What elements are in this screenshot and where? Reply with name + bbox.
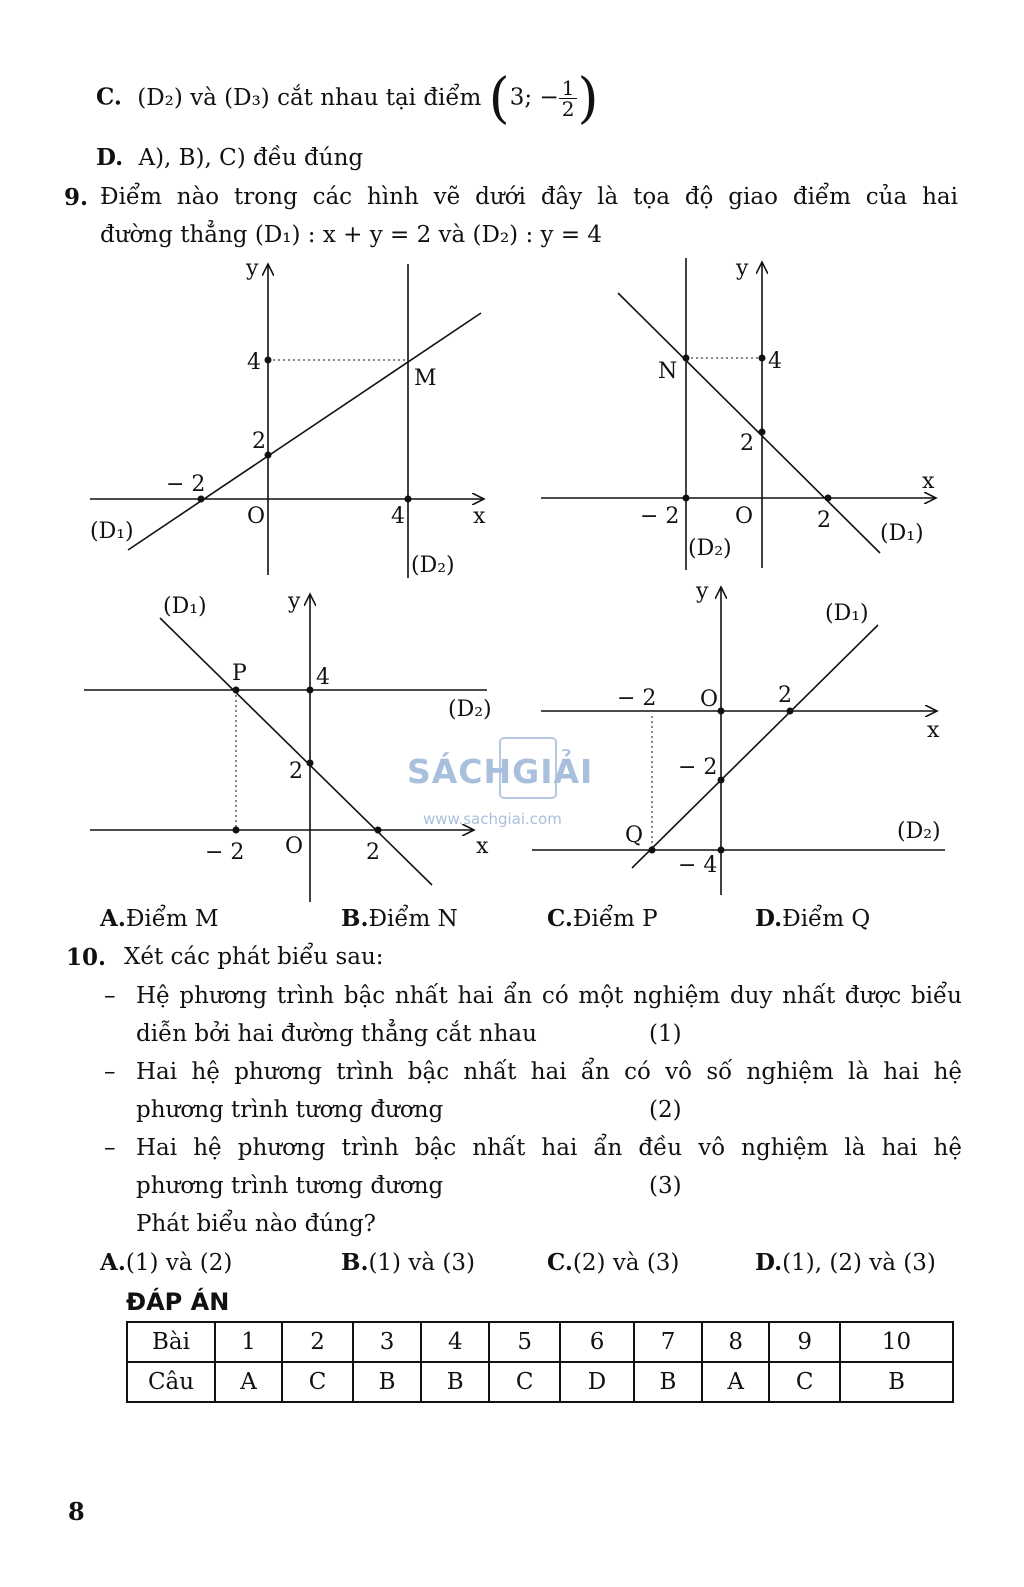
g2-tick-y4: 4 [768, 349, 782, 374]
g2-tick-x2: 2 [817, 508, 831, 533]
q10-statement-1-line2: diễn bởi hai đường thẳng cắt nhau [136, 1021, 537, 1047]
g1-tick-xm2: − 2 [166, 472, 206, 497]
g3-d1-label: (D₁) [163, 594, 207, 619]
q10-statement-3-line1: Hai hệ phương trình bậc nhất hai ẩn đều vô nghiệm là hai hệ [136, 1135, 962, 1161]
q10-option-a [100, 1249, 232, 1276]
q10-option-d [755, 1249, 936, 1276]
g3-d2-label: (D₂) [448, 697, 492, 722]
q10-option-text: (1) và (2) [125, 1250, 233, 1276]
g2-point-xm2 [683, 495, 690, 502]
table-cell: 7 [634, 1322, 702, 1362]
table-cell: 2 [282, 1322, 353, 1362]
g2-point-n [683, 355, 690, 362]
q9-option-a [100, 905, 219, 932]
q10-statement-dash: – [104, 1135, 116, 1161]
q9-option-letter: B. [341, 905, 369, 932]
q9-option-letter: D. [755, 905, 783, 932]
g4-origin: O [700, 687, 719, 712]
q9-option-letter: C. [547, 905, 573, 932]
g3-point-label: P [232, 661, 247, 686]
q9-option-text: Điểm N [368, 906, 458, 932]
table-cell: 4 [421, 1322, 489, 1362]
q9-option-letter: A. [100, 905, 126, 932]
g1-point-x4 [405, 496, 412, 503]
g2-point-y2 [759, 429, 766, 436]
g2-tick-y2: 2 [740, 431, 754, 456]
q10-statement-3-tag: (3) [649, 1173, 682, 1199]
g4-tick-xm2: − 2 [617, 686, 657, 711]
table-row [127, 1362, 953, 1402]
q10-question: Phát biểu nào đúng? [136, 1211, 376, 1237]
frac-denominator: 2 [561, 97, 575, 121]
g4-tick-x2: 2 [778, 683, 792, 708]
q10-statement-dash: – [104, 983, 116, 1009]
table-cell: 10 [840, 1322, 953, 1362]
answer-table-row1-label: Bài [127, 1322, 215, 1362]
q9-line2: đường thẳng (D₁) : x + y = 2 và (D₂) : y = 4 [100, 222, 603, 248]
q10-option-letter: A. [100, 1249, 126, 1276]
g4-y-label: y [696, 579, 709, 604]
g4-point-origin [718, 708, 725, 715]
table-cell: C [769, 1362, 840, 1402]
g2-point-x2 [825, 495, 832, 502]
g1-tick-y4: 4 [247, 350, 261, 375]
table-cell: B [353, 1362, 421, 1402]
q8-option-c-point-x: 3; − [509, 84, 559, 111]
g3-x-label: x [476, 834, 489, 859]
table-cell: D [560, 1362, 634, 1402]
q9-number: 9. [64, 184, 89, 211]
q9-option-text: Điểm M [125, 906, 219, 932]
page-number: 8 [68, 1497, 85, 1526]
g3-point-xm2 [233, 827, 240, 834]
g1-origin: O [247, 504, 266, 529]
q9-option-text: Điểm P [572, 906, 658, 932]
q9-option-d [755, 905, 870, 932]
q10-option-text: (1) và (3) [368, 1250, 475, 1276]
g2-x-label: x [922, 469, 935, 494]
table-cell: A [702, 1362, 769, 1402]
g4-line-d1 [632, 625, 878, 868]
table-cell: 1 [215, 1322, 282, 1362]
q10-option-text: (1), (2) và (3) [782, 1250, 936, 1276]
graph-3 [84, 589, 492, 902]
q10-statement-1-tag: (1) [649, 1021, 682, 1047]
table-cell: 8 [702, 1322, 769, 1362]
table-cell: 5 [489, 1322, 560, 1362]
g3-tick-y4: 4 [316, 665, 330, 690]
q10-statement-3-line2: phương trình tương đương [136, 1173, 444, 1199]
q10-option-letter: B. [341, 1249, 369, 1276]
q8-option-c-letter: C. [96, 83, 122, 111]
g1-d1-label: (D₁) [90, 519, 134, 544]
g1-point-y4 [265, 357, 272, 364]
answer-table-row2-label: Câu [127, 1362, 215, 1402]
g2-origin: O [735, 504, 754, 529]
table-row [127, 1322, 953, 1362]
g2-tick-xm2: − 2 [640, 504, 680, 529]
g2-point-y4 [759, 355, 766, 362]
q10-intro: Xét các phát biểu sau: [124, 944, 384, 970]
q10-option-letter: C. [547, 1249, 573, 1276]
q10-statement-dash: – [104, 1059, 116, 1085]
table-cell: C [489, 1362, 560, 1402]
g4-point-x2 [787, 708, 794, 715]
q10-option-b [341, 1249, 475, 1276]
g2-d1-label: (D₁) [880, 521, 924, 546]
g4-d2-label: (D₂) [897, 819, 941, 844]
g2-d2-label: (D₂) [688, 536, 732, 561]
g4-point-ym4 [718, 847, 725, 854]
g2-y-label: y [736, 256, 749, 281]
q10-statement-2-tag: (2) [649, 1097, 682, 1123]
answers-title: ĐÁP ÁN [126, 1288, 230, 1316]
g4-tick-ym2: − 2 [678, 755, 718, 780]
q10-number: 10. [66, 944, 107, 971]
g1-d2-label: (D₂) [411, 553, 455, 578]
watermark-brand: SÁCHGIẢI [407, 752, 594, 791]
table-cell: C [282, 1362, 353, 1402]
g1-y-label: y [246, 256, 259, 281]
q10-statement-2-line2: phương trình tương đương [136, 1097, 444, 1123]
q10-option-c [547, 1249, 679, 1276]
graph-1 [90, 256, 486, 578]
g4-tick-ym4: − 4 [678, 853, 718, 878]
q10-option-text: (2) và (3) [572, 1250, 680, 1276]
table-cell: 9 [769, 1322, 840, 1362]
g3-tick-y2: 2 [289, 759, 303, 784]
q9-option-text: Điểm Q [782, 906, 871, 932]
q8-option-d-text: A), B), C) đều đúng [138, 145, 364, 171]
table-cell: B [840, 1362, 953, 1402]
table-cell: B [421, 1362, 489, 1402]
graph-2 [541, 256, 936, 570]
g1-line-d1 [128, 313, 481, 550]
frac-numerator: 1 [559, 78, 578, 99]
g4-point-q [649, 847, 656, 854]
table-cell: B [634, 1362, 702, 1402]
q9-line1: Điểm nào trong các hình vẽ dưới đây là tọa độ giao điểm của hai [100, 184, 958, 210]
g3-tick-x2: 2 [366, 840, 380, 865]
g1-point-label: M [414, 366, 437, 391]
g4-x-label: x [927, 718, 940, 743]
g1-tick-y2: 2 [252, 429, 266, 454]
q9-option-b [341, 905, 458, 932]
g2-point-label: N [658, 359, 678, 384]
g3-point-y2 [307, 760, 314, 767]
g3-point-y4 [307, 687, 314, 694]
g1-x-label: x [473, 504, 486, 529]
q10-statement-1-line1: Hệ phương trình bậc nhất hai ẩn có một nghiệm duy nhất được biểu [136, 983, 962, 1009]
q10-option-letter: D. [755, 1249, 783, 1276]
g3-point-x2 [375, 827, 382, 834]
g3-point-p [233, 687, 240, 694]
q9-option-c [547, 905, 658, 932]
table-cell: A [215, 1362, 282, 1402]
q10-statement-2-line1: Hai hệ phương trình bậc nhất hai ẩn có vô số nghiệm là hai hệ [136, 1059, 962, 1085]
q8-option-d-letter: D. [96, 144, 124, 171]
table-cell: 3 [353, 1322, 421, 1362]
g1-tick-x4: 4 [391, 504, 405, 529]
g4-point-ym2 [718, 777, 725, 784]
answer-table [126, 1321, 954, 1403]
watermark-url: www.sachgiai.com [423, 810, 562, 828]
q8-option-c-text: (D₂) và (D₃) cắt nhau tại điểm [137, 84, 482, 111]
g3-tick-xm2: − 2 [205, 840, 245, 865]
g4-d1-label: (D₁) [825, 601, 869, 626]
table-cell: 6 [560, 1322, 634, 1362]
g4-point-label: Q [625, 823, 644, 848]
g3-y-label: y [288, 589, 301, 614]
graph-4 [532, 579, 945, 895]
g3-origin: O [285, 834, 304, 859]
